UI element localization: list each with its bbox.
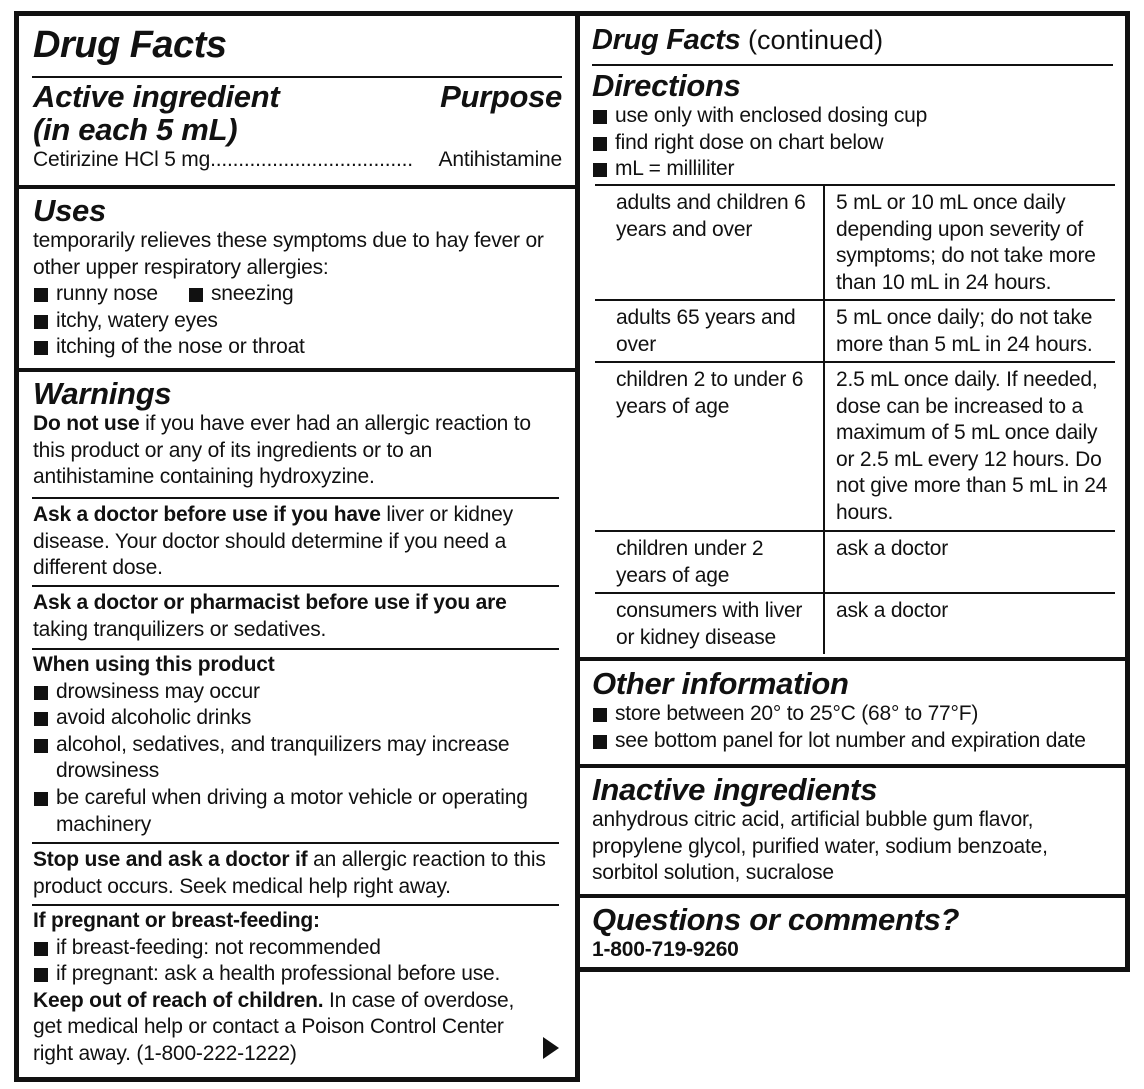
active-ingredient-row — [33, 147, 562, 174]
section-divider — [19, 368, 575, 372]
other-information-item: store between 20° to 25°C (68° to 77°F) — [592, 701, 1115, 728]
ask-pharmacist-section — [33, 590, 547, 643]
section-divider — [19, 185, 575, 189]
inactive-ingredients-section — [592, 773, 1085, 887]
uses-intro: temporarily relieves these symptoms due to hay fever or other upper respiratory allergies: — [33, 229, 544, 279]
pregnant-item: if breast-feeding: not recommended — [33, 935, 547, 962]
table-cell-dose: ask a doctor — [836, 599, 948, 622]
uses-heading: Uses — [33, 193, 106, 228]
drug-facts-panel-left — [14, 11, 580, 1082]
questions-heading: Questions or comments? — [592, 902, 960, 937]
when-using-item: alcohol, sedatives, and tranquilizers may increase drowsiness — [33, 732, 547, 785]
uses-item: itching of the nose or throat — [33, 334, 555, 361]
directions-section — [592, 69, 1113, 183]
divider — [32, 648, 559, 650]
when-using-heading: When using this product — [33, 653, 275, 676]
stop-use-section — [33, 847, 547, 900]
drug-facts-panel-right — [575, 11, 1130, 972]
keep-out-of-reach: Keep out of reach of children. In case of overdose, get medical help or contact a Poison Control Center right away. (1-800-222-1222) — [33, 988, 515, 1065]
other-information-section — [592, 667, 1115, 754]
uses-section — [33, 194, 555, 361]
when-using-item: be careful when driving a motor vehicle or operating machinery — [33, 785, 547, 838]
table-cell-who: consumers with liver or kidney disease — [616, 599, 803, 649]
stop-use: Stop use and ask a doctor if an allergic reaction to this product occurs. Seek medical help right away. — [33, 848, 546, 898]
uses-item: itchy, watery eyes — [33, 308, 555, 335]
divider — [592, 64, 1113, 66]
table-cell-who: children under 2 years of age — [616, 537, 764, 587]
table-cell-who: adults 65 years and over — [616, 306, 796, 356]
uses-row — [33, 281, 555, 308]
table-cell-dose: ask a doctor — [836, 537, 948, 560]
inactive-ingredients-heading: Inactive ingredients — [592, 772, 878, 807]
table-rule — [595, 184, 1115, 186]
divider — [32, 904, 559, 906]
table-rule — [595, 530, 1115, 532]
section-divider — [580, 894, 1125, 898]
section-divider — [580, 764, 1125, 768]
directions-item: find right dose on chart below — [592, 130, 1113, 157]
drug-facts-title: Drug Facts — [33, 24, 227, 66]
divider — [32, 76, 562, 78]
ingredient-name: Cetirizine HCl 5 mg — [33, 148, 211, 171]
uses-item: runny nose — [33, 281, 188, 308]
divider — [32, 497, 559, 499]
active-ingredient-heading: Active ingredient Purpose — [33, 79, 562, 114]
other-information-item: see bottom panel for lot number and expiration date — [592, 728, 1115, 755]
ask-doctor: Ask a doctor before use if you have liver or kidney disease. Your doctor should determine if you need a different dose. — [33, 503, 513, 580]
pregnant-item: if pregnant: ask a health professional before use. — [33, 961, 547, 988]
table-cell-dose: 2.5 mL once daily. If needed, dose can be increased to a maximum of 5 mL once daily or 2.5 mL every 12 hours. Do not give more than 5 mL in 24 hours. — [836, 368, 1108, 524]
directions-item: use only with enclosed dosing cup — [592, 103, 1113, 130]
active-ingredient-subheading: (in each 5 mL) — [33, 112, 238, 147]
when-using-item: avoid alcoholic drinks — [33, 705, 547, 732]
ask-pharmacist-heading: Ask a doctor or pharmacist before use if you are — [33, 591, 507, 614]
do-not-use: Do not use if you have ever had an allergic reaction to this product or any of its ingredients or to an antihistamine containing hydroxyzine. — [33, 412, 531, 489]
when-using-section — [33, 652, 547, 838]
ask-doctor-section — [33, 502, 547, 582]
warnings-heading: Warnings — [33, 376, 172, 411]
inactive-ingredients-text: anhydrous citric acid, artificial bubble gum flavor, propylene glycol, purified water, sodium benzoate, sorbitol solution, sucralose — [592, 808, 1048, 885]
dosing-table — [580, 184, 1115, 654]
table-cell-who: adults and children 6 years and over — [616, 191, 806, 241]
table-rule — [595, 299, 1115, 301]
pregnant-section — [33, 908, 547, 1068]
table-rule — [595, 592, 1115, 594]
directions-item: mL = milliliter — [592, 156, 1113, 183]
questions-section — [592, 903, 1113, 964]
pregnant-heading: If pregnant or breast-feeding: — [33, 909, 320, 932]
other-information-heading: Other information — [592, 666, 849, 701]
divider — [32, 585, 559, 587]
warnings-section — [33, 377, 547, 491]
table-rule — [595, 361, 1115, 363]
table-cell-who: children 2 to under 6 years of age — [616, 368, 804, 418]
section-divider — [580, 657, 1125, 661]
continue-arrow-icon — [543, 1037, 559, 1059]
ask-pharmacist-text: taking tranquilizers or sedatives. — [33, 617, 327, 641]
ingredient-purpose: Antihistamine — [439, 147, 562, 174]
divider — [32, 842, 559, 844]
purpose-heading: Purpose — [440, 79, 562, 114]
when-using-item: drowsiness may occur — [33, 679, 547, 706]
active-ingredient-section — [33, 80, 562, 174]
drug-facts-continued-title: Drug Facts (continued) — [592, 24, 884, 56]
table-cell-dose: 5 mL or 10 mL once daily depending upon severity of symptoms; do not take more than 10 mL in 24 hours. — [836, 191, 1096, 294]
directions-heading: Directions — [592, 68, 741, 103]
leader-dots: .................................... — [210, 148, 413, 171]
table-cell-dose: 5 mL once daily; do not take more than 5 mL in 24 hours. — [836, 306, 1093, 356]
uses-item: sneezing — [188, 281, 293, 308]
questions-phone: 1-800-719-9260 — [592, 938, 739, 961]
